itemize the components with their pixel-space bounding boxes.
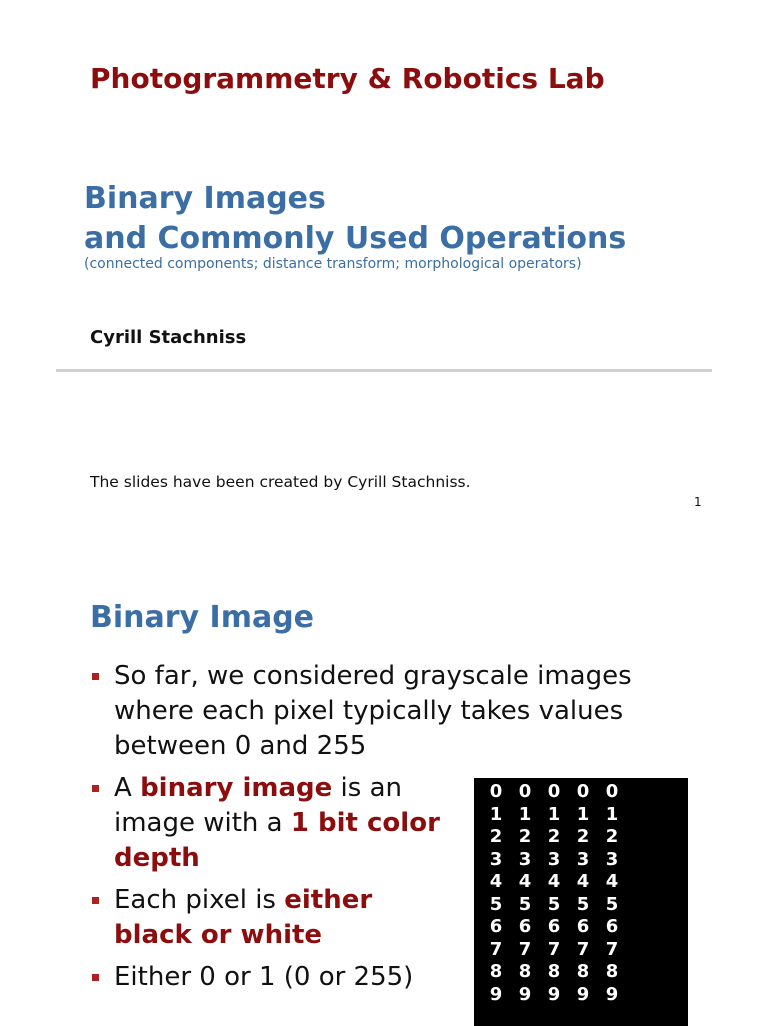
digit-cell: 7 (599, 940, 625, 961)
digit-row (483, 985, 625, 1006)
digit-cell: 8 (541, 962, 567, 983)
digit-cell: 5 (541, 895, 567, 916)
term-binary-image: binary image (140, 773, 333, 803)
digit-row (483, 805, 625, 826)
digit-cell: 7 (483, 940, 509, 961)
author-name: Cyrill Stachniss (90, 327, 247, 348)
digit-cell: 6 (570, 917, 596, 938)
digit-cell: 8 (570, 962, 596, 983)
digit-cell: 3 (570, 850, 596, 871)
digit-cell: 9 (512, 985, 538, 1006)
digit-cell: 4 (512, 872, 538, 893)
bullet-marker (92, 897, 99, 904)
digit-cell: 4 (599, 872, 625, 893)
bullet-item (90, 883, 454, 953)
page-number: 1 (694, 495, 702, 509)
digit-cell: 5 (599, 895, 625, 916)
bullet-marker (92, 673, 99, 680)
digit-cell: 2 (541, 827, 567, 848)
digit-cell: 4 (483, 872, 509, 893)
term-either-black-or-white: either black or white (114, 885, 373, 950)
digit-cell: 8 (512, 962, 538, 983)
digit-cell: 7 (512, 940, 538, 961)
digit-cell: 5 (512, 895, 538, 916)
digit-row (483, 940, 625, 961)
bullet-text: So far, we considered grayscale images where each pixel typically takes values between 0 and 255 (114, 661, 632, 761)
digit-cell: 1 (541, 805, 567, 826)
digit-row (483, 827, 625, 848)
title-line-1: Binary Images (84, 181, 326, 216)
digit-cell: 6 (599, 917, 625, 938)
digit-cell: 0 (599, 782, 625, 803)
digit-cell: 2 (570, 827, 596, 848)
term-1-bit-color-depth: 1 bit color depth (114, 808, 440, 873)
digit-cell: 6 (541, 917, 567, 938)
title-line-2: and Commonly Used Operations (84, 221, 627, 256)
digit-grid (480, 780, 628, 1007)
digit-cell: 4 (541, 872, 567, 893)
digit-cell: 3 (512, 850, 538, 871)
bullet-text: Either 0 or 1 (0 or 255) (114, 962, 414, 992)
digit-cell: 0 (483, 782, 509, 803)
digit-cell: 1 (570, 805, 596, 826)
slide-title: Binary Image (90, 600, 315, 635)
credit-text: The slides have been created by Cyrill Stachniss. (90, 473, 471, 491)
digit-cell: 5 (570, 895, 596, 916)
digit-row (483, 962, 625, 983)
digit-cell: 8 (483, 962, 509, 983)
digit-cell: 0 (570, 782, 596, 803)
digit-cell: 4 (570, 872, 596, 893)
digit-row (483, 850, 625, 871)
bullet-text-middle: is an image with a (114, 773, 402, 838)
digit-cell: 3 (483, 850, 509, 871)
bullet-item (90, 771, 454, 876)
digit-cell: 0 (512, 782, 538, 803)
digit-cell: 0 (541, 782, 567, 803)
handwritten-digits-image (474, 778, 688, 1026)
digit-row (483, 917, 625, 938)
digit-cell: 7 (541, 940, 567, 961)
digit-cell: 7 (570, 940, 596, 961)
digit-row (483, 872, 625, 893)
lab-title: Photogrammetry & Robotics Lab (90, 62, 605, 95)
subtitle: (connected components; distance transform; morphological operators) (84, 256, 582, 272)
digit-cell: 5 (483, 895, 509, 916)
bullet-marker (92, 974, 99, 981)
bullet-item (90, 659, 650, 764)
bullet-marker (92, 785, 99, 792)
digit-cell: 3 (599, 850, 625, 871)
divider (56, 369, 712, 372)
digit-cell: 8 (599, 962, 625, 983)
digit-row (483, 895, 625, 916)
digit-cell: 3 (541, 850, 567, 871)
digit-cell: 9 (483, 985, 509, 1006)
digit-cell: 1 (599, 805, 625, 826)
digit-cell: 2 (483, 827, 509, 848)
digit-row (483, 782, 625, 803)
digit-cell: 1 (483, 805, 509, 826)
digit-cell: 9 (599, 985, 625, 1006)
digit-cell: 9 (541, 985, 567, 1006)
digit-cell: 1 (512, 805, 538, 826)
digit-cell: 2 (599, 827, 625, 848)
digit-cell: 6 (483, 917, 509, 938)
digit-cell: 6 (512, 917, 538, 938)
digit-cell: 9 (570, 985, 596, 1006)
slide-2 (0, 530, 768, 1024)
bullet-text-prefix: Each pixel is (114, 885, 285, 915)
digit-cell: 2 (512, 827, 538, 848)
bullet-text-prefix: A (114, 773, 141, 803)
presentation-title (84, 179, 626, 259)
